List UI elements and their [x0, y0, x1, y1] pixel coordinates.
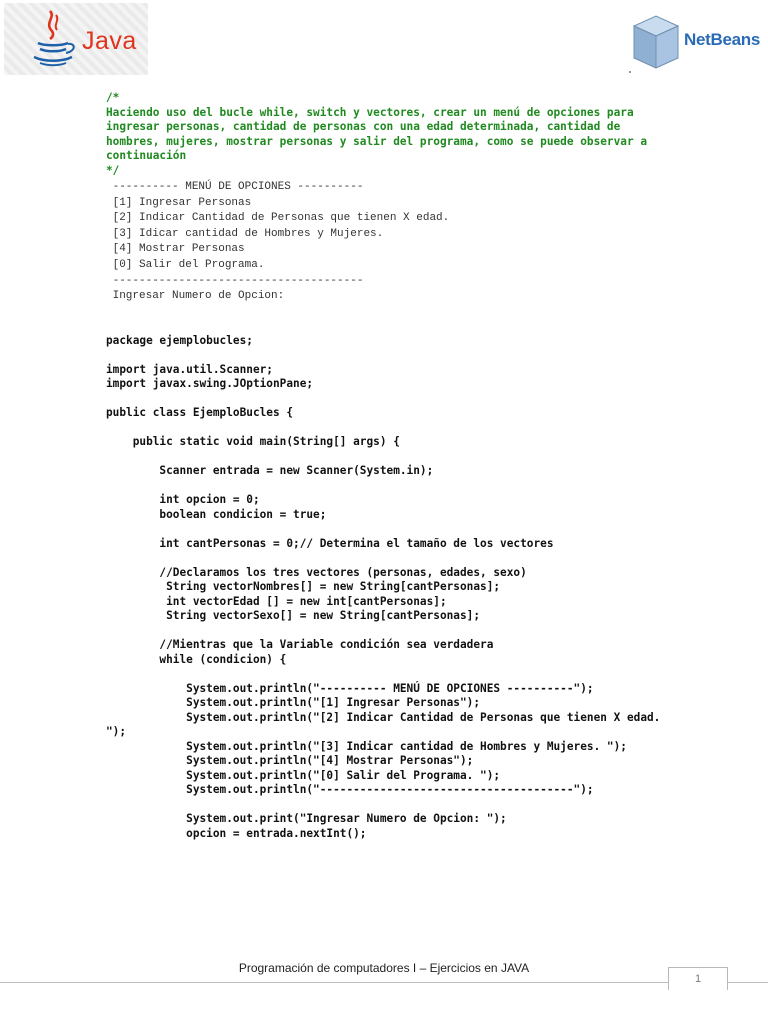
divider-dot — [629, 71, 631, 73]
footer-divider — [0, 982, 768, 983]
page-header — [0, 0, 768, 90]
netbeans-logo-text: NetBeans — [684, 30, 761, 49]
document-body — [106, 91, 746, 841]
java-source-code: package ejemplobucles; import java.util.Scanner; import javax.swing.JOptionPane; public class EjemploBucles { public static void main(String[] args) { Scanner entrada = new Scanner(System.in); int opcion = 0; boolean condicion = true; int cantPersonas = 0;// Determina el tamaño de los vectores //Declaramos los tres vectores (personas, edades, sexo) String vectorNombres[] = new String[cantPersonas]; int vectorEdad [] = new int[cantPersonas]; String vectorSexo[] = new String[cantPersonas]; //Mientras que la Variable condición sea verdadera while (condicion) { System.out.println("---------- MENÚ DE OPCIONES ----------"); System.out.println("[1] Ingresar Personas"); System.out.println("[2] Indicar Cantidad de Personas que tienen X edad. "); System.out.println("[3] Indicar cantidad de Hombres y Mujeres. "); System.out.println("[4] Mostrar Personas"); System.out.println("[0] Salir del Programa. "); System.out.println("--------------------------------------"); System.out.print("Ingresar Numero de Opcion: "); opcion = entrada.nextInt(); — [106, 333, 661, 840]
java-logo — [4, 3, 148, 75]
netbeans-cube-icon — [626, 12, 686, 74]
java-logo-text: Java — [82, 27, 137, 55]
page-number: 1 — [668, 967, 728, 990]
footer-title: Programación de computadores I – Ejercicios en JAVA — [238, 961, 530, 975]
exercise-comment: /* Haciendo uso del bucle while, switch y vectores, crear un menú de opciones para ingresar personas, cantidad de personas con una edad determinada, cantidad de hombres, mujeres, mostrar personas y salir del programa, como se puede observar a continuación */ — [106, 91, 647, 177]
console-output-sample: ---------- MENÚ DE OPCIONES ---------- [1] Ingresar Personas [2] Indicar Cantidad de Personas que tienen X edad. [3] Idicar cantidad de Hombres y Mujeres. [4] Mostrar Personas [0] Salir del Programa. -------------------------------------- Ingresar Numero de Opcion: — [112, 181, 450, 303]
